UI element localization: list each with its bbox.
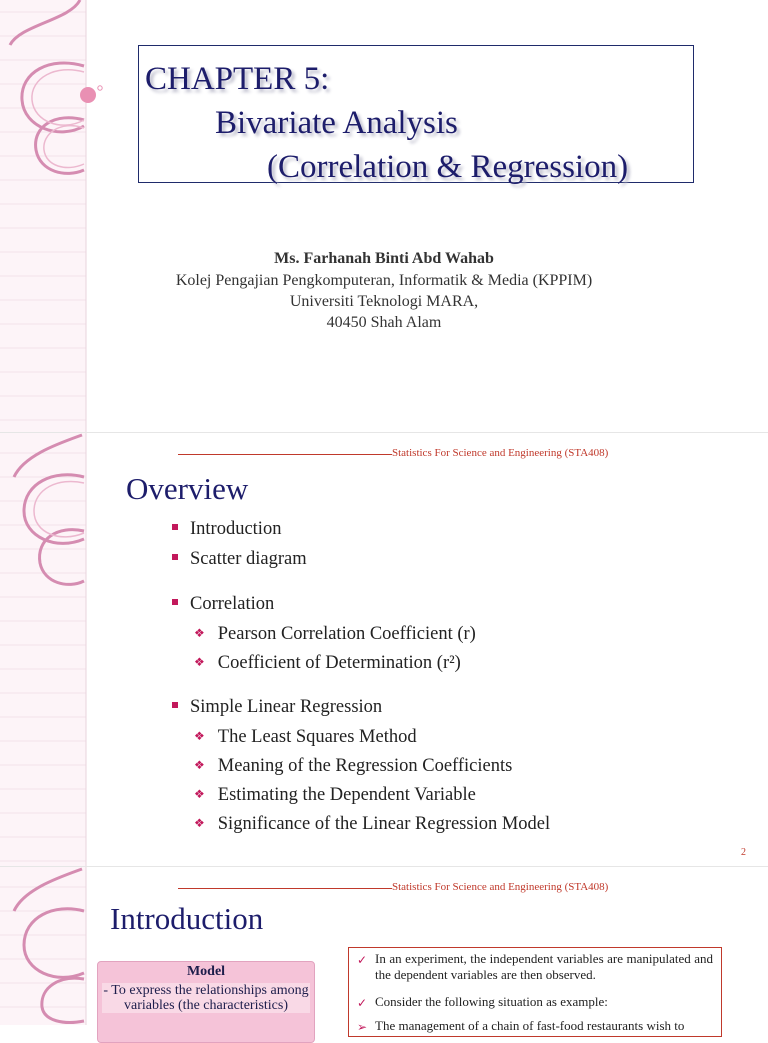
list-item	[172, 549, 307, 570]
bullet-square-icon	[172, 524, 178, 530]
author-name: Ms. Farhanah Binti Abd Wahab	[274, 250, 494, 267]
course-header	[178, 447, 608, 459]
author-address: 40450 Shah Alam	[326, 314, 442, 331]
diamond-bullet-icon: ❖	[194, 758, 205, 772]
intro-point: The management of a chain of fast-food restaurants wish to	[375, 1018, 685, 1033]
chapter-subtitle: Bivariate Analysis	[215, 105, 458, 141]
overview-slide	[0, 432, 768, 867]
list-item-label: Introduction	[190, 519, 282, 539]
introduction-slide	[0, 866, 768, 1034]
diamond-bullet-icon: ❖	[194, 626, 205, 640]
course-header-text: Statistics For Science and Engineering (STA408)	[392, 881, 609, 893]
sub-list-item-label: The Least Squares Method	[217, 727, 417, 747]
slide-title: Introduction	[110, 901, 264, 936]
header-rule	[178, 888, 392, 889]
chapter-title: CHAPTER 5:	[145, 61, 330, 97]
author-faculty: Kolej Pengajian Pengkomputeran, Informatik & Media (KPPIM)	[175, 272, 593, 289]
sub-list-item	[194, 785, 476, 806]
list-item	[172, 697, 382, 718]
list-item-label: Correlation	[190, 594, 275, 614]
author-university: Universiti Teknologi MARA,	[289, 293, 479, 310]
sub-list-item	[194, 624, 476, 645]
list-item	[172, 594, 274, 615]
checkmark-icon: ✓	[357, 953, 368, 967]
course-header	[178, 881, 608, 893]
list-item-label: Scatter diagram	[190, 549, 307, 569]
introduction-text-box	[348, 947, 722, 1037]
sub-list-item	[194, 814, 550, 835]
bullet-square-icon	[172, 702, 178, 708]
title-slide	[0, 0, 768, 432]
chapter-title-box	[138, 45, 694, 183]
slide-title: Overview	[126, 471, 249, 506]
sub-list-item-label: Significance of the Linear Regression Model	[217, 814, 551, 834]
sub-list-item	[194, 756, 512, 777]
model-description: - To express the relationships among variables (the characteristics)	[103, 983, 309, 1013]
decorative-swirl-graphic	[0, 0, 110, 432]
model-title: Model	[186, 964, 226, 979]
header-rule	[178, 454, 392, 455]
checkmark-icon: ✓	[357, 996, 368, 1010]
intro-point: In an experiment, the independent variables are manipulated and the dependent variables are then observed.	[375, 951, 713, 982]
bullet-square-icon	[172, 599, 178, 605]
sub-list-item-label: Pearson Correlation Coefficient (r)	[217, 624, 476, 644]
sub-list-item-label: Coefficient of Determination (r²)	[217, 653, 461, 673]
sub-list-item	[194, 727, 417, 748]
list-item-label: Simple Linear Regression	[190, 697, 383, 717]
diamond-bullet-icon: ❖	[194, 729, 205, 743]
diamond-bullet-icon: ❖	[194, 787, 205, 801]
diamond-bullet-icon: ❖	[194, 655, 205, 669]
bullet-square-icon	[172, 554, 178, 560]
sub-list-item	[194, 653, 461, 674]
sub-list-item-label: Estimating the Dependent Variable	[217, 785, 476, 805]
arrow-bullet-icon: ➢	[357, 1020, 368, 1034]
course-header-text: Statistics For Science and Engineering (STA408)	[392, 447, 609, 459]
model-definition-box	[97, 961, 315, 1043]
decorative-swirl-graphic	[0, 433, 86, 867]
page-number: 2	[741, 847, 746, 858]
list-item	[172, 519, 281, 540]
decorative-swirl-graphic	[0, 867, 86, 1025]
chapter-subtitle-topics: (Correlation & Regression)	[267, 149, 629, 185]
diamond-bullet-icon: ❖	[194, 816, 205, 830]
sub-list-item-label: Meaning of the Regression Coefficients	[217, 756, 513, 776]
intro-point: Consider the following situation as example:	[375, 994, 608, 1009]
